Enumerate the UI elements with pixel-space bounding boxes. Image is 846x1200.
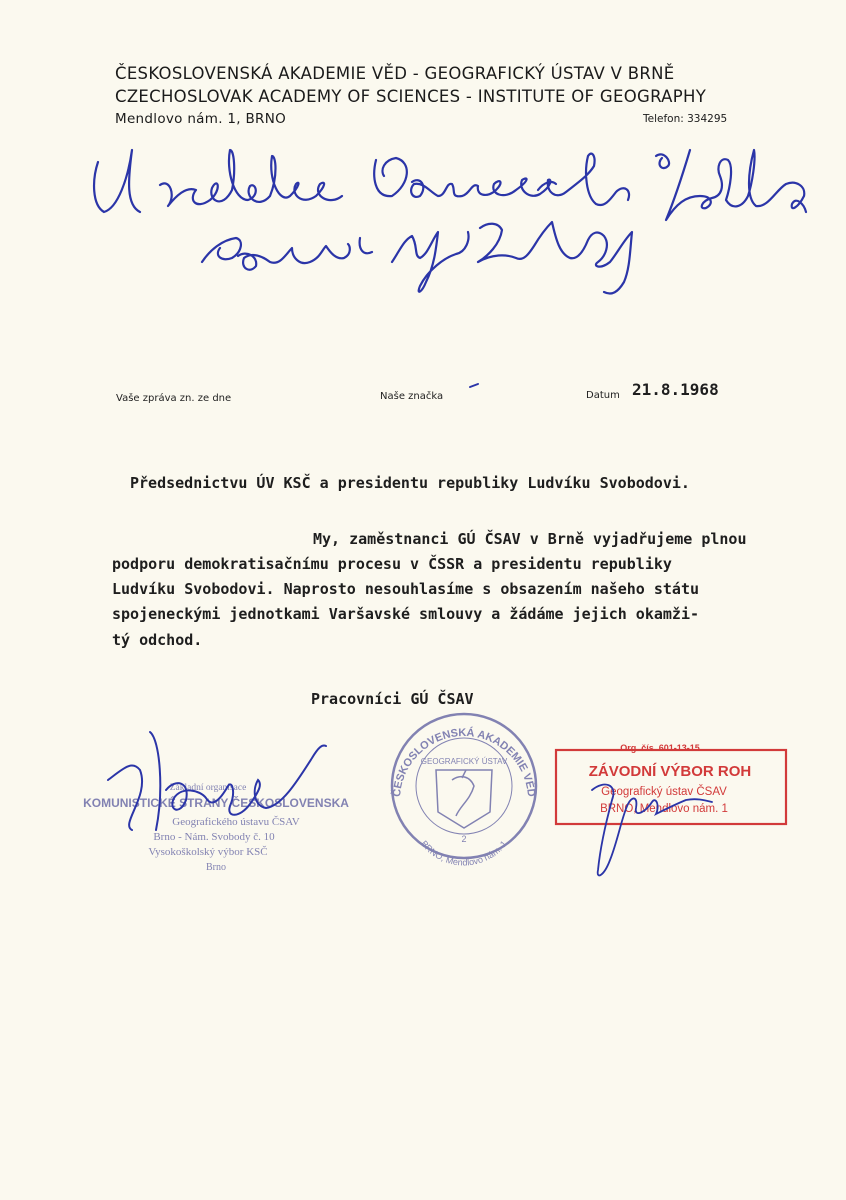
round-stamp-number: 2	[461, 834, 467, 844]
letterhead-address: Mendlovo nám. 1, BRNO	[115, 111, 287, 127]
party-stamp	[83, 783, 349, 873]
body-line-4: spojeneckými jednotkami Varšavské smlouvy a žádáme jejich okamži-	[112, 605, 699, 623]
party-stamp-line6: Brno	[206, 862, 226, 873]
round-stamp-arc-bottom: BRNO, Mendlovo nám. 1	[419, 838, 509, 868]
round-stamp-inner: GEOGRAFICKÝ ÚSTAV	[420, 757, 508, 766]
body-line-3: Ludvíku Svobodovi. Naprosto nesouhlasíme s obsazením našeho státu	[112, 580, 699, 598]
letterhead-line-czech: ČESKOSLOVENSKÁ AKADEMIE VĚD - GEOGRAFICKÝ ÚSTAV V BRNĚ	[115, 64, 675, 83]
round-stamp-arc-top: ČESKOSLOVENSKÁ AKADEMIE VĚD	[390, 726, 538, 798]
body-line-2: podporu demokratisačnímu procesu v ČSSR a presidentu republiky	[112, 555, 672, 573]
dash-mark	[470, 384, 478, 387]
letterhead-phone: Telefon: 334295	[643, 113, 728, 125]
union-stamp-line2: Geografický ústav ČSAV	[601, 786, 727, 798]
party-stamp-line1: Základní organisace	[169, 783, 247, 793]
letter-addressee: Předsednictvu ÚV KSČ a presidentu republiky Ludvíku Svobodovi.	[130, 474, 690, 492]
signature-line: Pracovníci GÚ ČSAV	[311, 690, 474, 708]
date-label: Datum	[586, 390, 620, 401]
signature-scribble-2	[592, 785, 712, 876]
round-stamp	[390, 714, 537, 867]
party-stamp-line2: KOMUNISTICKÉ STRANY ČESKOSLOVENSKA	[83, 796, 349, 810]
your-reference-label: Vaše zpráva zn. ze dne	[116, 393, 232, 404]
body-line-5: tý odchod.	[112, 631, 203, 649]
date-value: 21.8.1968	[632, 380, 719, 399]
party-stamp-line5: Vysokoškolský výbor KSČ	[148, 846, 268, 858]
union-stamp	[556, 743, 786, 824]
union-stamp-line3: BRNO, Mendlovo nám. 1	[600, 803, 728, 815]
letterhead-line-english: CZECHOSLOVAK ACADEMY OF SCIENCES - INSTITUTE OF GEOGRAPHY	[115, 87, 707, 106]
union-stamp-org: Org. čís. 601-13-15	[620, 743, 700, 753]
body-line-1: My, zaměstnanci GÚ ČSAV v Brně vyjadřujeme plnou	[313, 530, 747, 548]
party-stamp-line4: Brno - Nám. Svobody č. 10	[153, 831, 275, 843]
party-stamp-line3: Geografického ústavu ČSAV	[172, 816, 300, 828]
our-reference-label: Naše značka	[380, 391, 444, 402]
coat-of-arms-icon	[436, 770, 492, 828]
union-stamp-title: ZÁVODNÍ VÝBOR ROH	[588, 763, 752, 780]
